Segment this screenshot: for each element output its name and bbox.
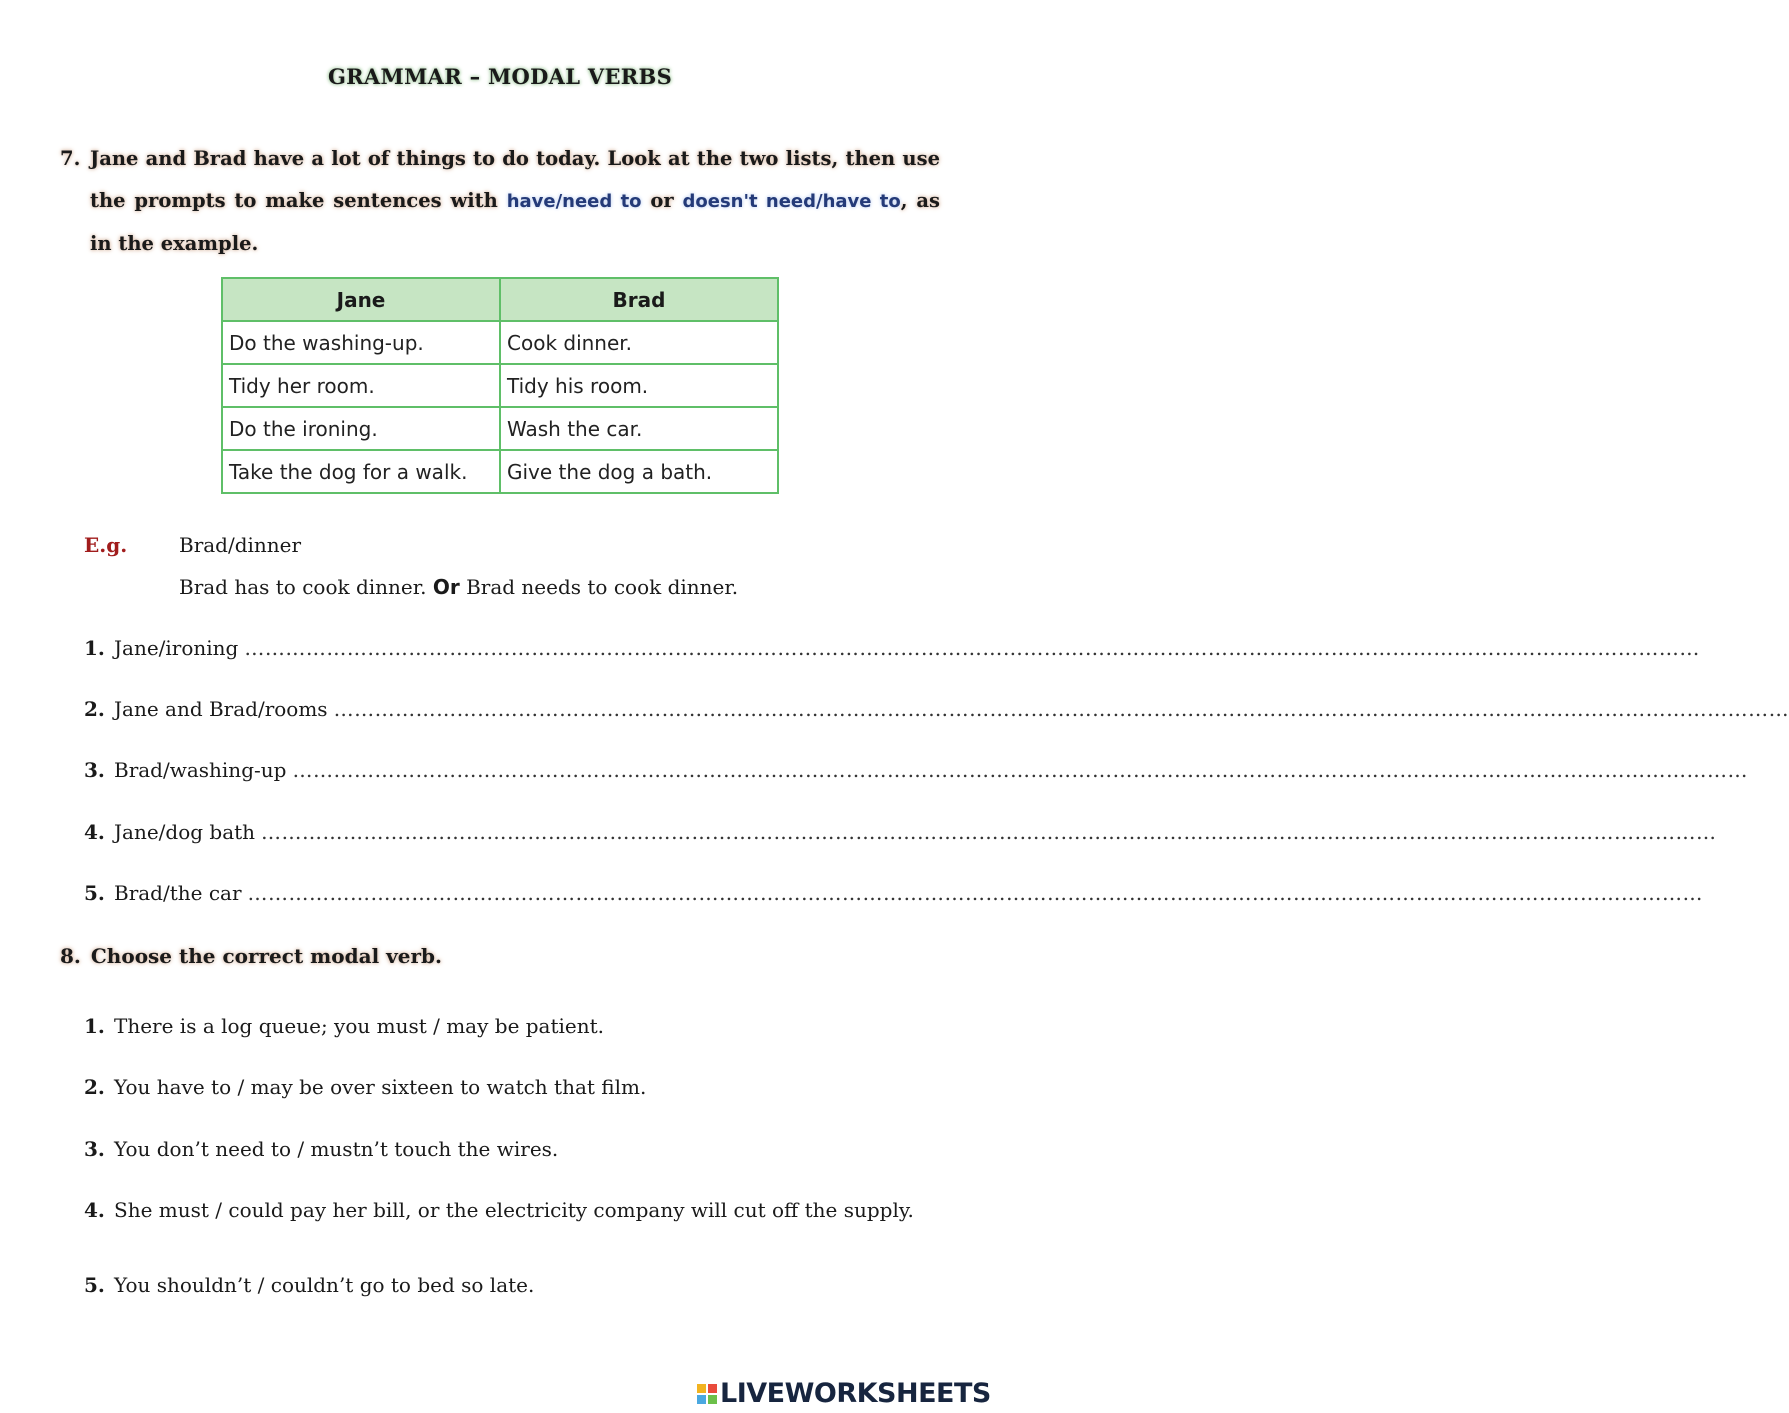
answer-line[interactable]: …………………………………………………………………………………………………………………………………………………………………………………………… — [244, 636, 1700, 660]
item-number: 3. — [84, 758, 105, 782]
logo-square — [708, 1384, 717, 1393]
table-cell: Do the washing-up. — [222, 321, 500, 364]
column-header-brad: Brad — [500, 278, 778, 321]
item-number: 5. — [84, 1273, 105, 1297]
liveworksheets-logo — [697, 1378, 991, 1409]
table-cell: Do the ironing. — [222, 407, 500, 450]
table-row — [222, 364, 778, 407]
item-number: 2. — [84, 697, 105, 721]
item-number: 3. — [84, 1137, 105, 1161]
item-number: 4. — [84, 1198, 105, 1222]
item-number: 1. — [84, 636, 105, 660]
q7-item — [84, 820, 1717, 844]
example-label: E.g. — [84, 533, 128, 557]
table-cell: Tidy his room. — [500, 364, 778, 407]
answer-line[interactable]: …………………………………………………………………………………………………………………………………………………………………………………………… — [247, 881, 1704, 905]
example-answer-a: Brad has to cook dinner. — [179, 575, 433, 599]
item-prompt: Jane and Brad/rooms — [114, 697, 328, 721]
item-sentence[interactable]: You don’t need to / mustn’t touch the wires. — [114, 1137, 559, 1161]
table-row — [222, 407, 778, 450]
answer-line[interactable]: …………………………………………………………………………………………………………………………………………………………………………………………… — [261, 820, 1717, 844]
item-prompt: Jane/ironing — [114, 636, 239, 660]
table-cell: Cook dinner. — [500, 321, 778, 364]
q8-item — [84, 1198, 940, 1222]
question-7-text-b: or — [641, 189, 683, 212]
q7-item — [84, 636, 1700, 660]
question-8-heading — [60, 944, 442, 968]
keyword-have-need-to: have/need to — [506, 191, 642, 212]
question-7-instructions — [60, 138, 940, 265]
column-header-jane: Jane — [222, 278, 500, 321]
item-number: 4. — [84, 820, 105, 844]
question-7-number: 7. — [60, 147, 81, 170]
logo-square — [697, 1395, 706, 1404]
worksheet-title: GRAMMAR – MODAL VERBS — [327, 64, 673, 89]
question-7-text-c: , as in the example. — [90, 189, 941, 255]
item-sentence[interactable]: You have to / may be over sixteen to watch that film. — [114, 1075, 647, 1099]
item-number: 5. — [84, 881, 105, 905]
item-prompt: Jane/dog bath — [114, 820, 256, 844]
table-header-row — [222, 278, 778, 321]
task-lists-table — [221, 277, 779, 494]
question-7-text-a: Jane and Brad have a lot of things to do today. Look at the two lists, then use the prompts to make sentences with — [90, 147, 940, 212]
item-sentence[interactable]: She must / could pay her bill, or the electricity company will cut off the supply. — [114, 1198, 914, 1222]
q7-item — [84, 758, 1748, 782]
table-cell: Tidy her room. — [222, 364, 500, 407]
logo-text: LIVEWORKSHEETS — [720, 1378, 991, 1409]
q8-item — [84, 1137, 940, 1161]
item-prompt: Brad/washing-up — [114, 758, 287, 782]
question-8-number: 8. — [60, 944, 81, 968]
item-prompt: Brad/the car — [114, 881, 242, 905]
answer-line[interactable]: …………………………………………………………………………………………………………………………………………………………………………………………… — [292, 758, 1748, 782]
example-answer — [179, 575, 738, 599]
example-answer-or: Or — [432, 575, 460, 599]
q7-item — [84, 697, 1789, 721]
q8-item — [84, 1014, 940, 1038]
table-cell: Take the dog for a walk. — [222, 450, 500, 493]
keyword-doesnt-need-have-to: doesn't need/have to — [682, 191, 901, 212]
table-row — [222, 450, 778, 493]
example-prompt: Brad/dinner — [179, 533, 302, 557]
item-number: 2. — [84, 1075, 105, 1099]
q7-item — [84, 881, 1704, 905]
q8-item — [84, 1273, 940, 1297]
logo-square — [697, 1384, 706, 1393]
answer-line[interactable]: …………………………………………………………………………………………………………………………………………………………………………………………… — [333, 697, 1789, 721]
logo-icon — [697, 1384, 717, 1404]
item-sentence[interactable]: You shouldn’t / couldn’t go to bed so late. — [114, 1273, 535, 1297]
logo-square — [708, 1395, 717, 1404]
question-8-title: Choose the correct modal verb. — [90, 944, 442, 968]
item-sentence[interactable]: There is a log queue; you must / may be patient. — [114, 1014, 605, 1038]
item-number: 1. — [84, 1014, 105, 1038]
table-cell: Give the dog a bath. — [500, 450, 778, 493]
q8-item — [84, 1075, 940, 1099]
example-answer-b: Brad needs to cook dinner. — [459, 575, 739, 599]
table-cell: Wash the car. — [500, 407, 778, 450]
table-row — [222, 321, 778, 364]
